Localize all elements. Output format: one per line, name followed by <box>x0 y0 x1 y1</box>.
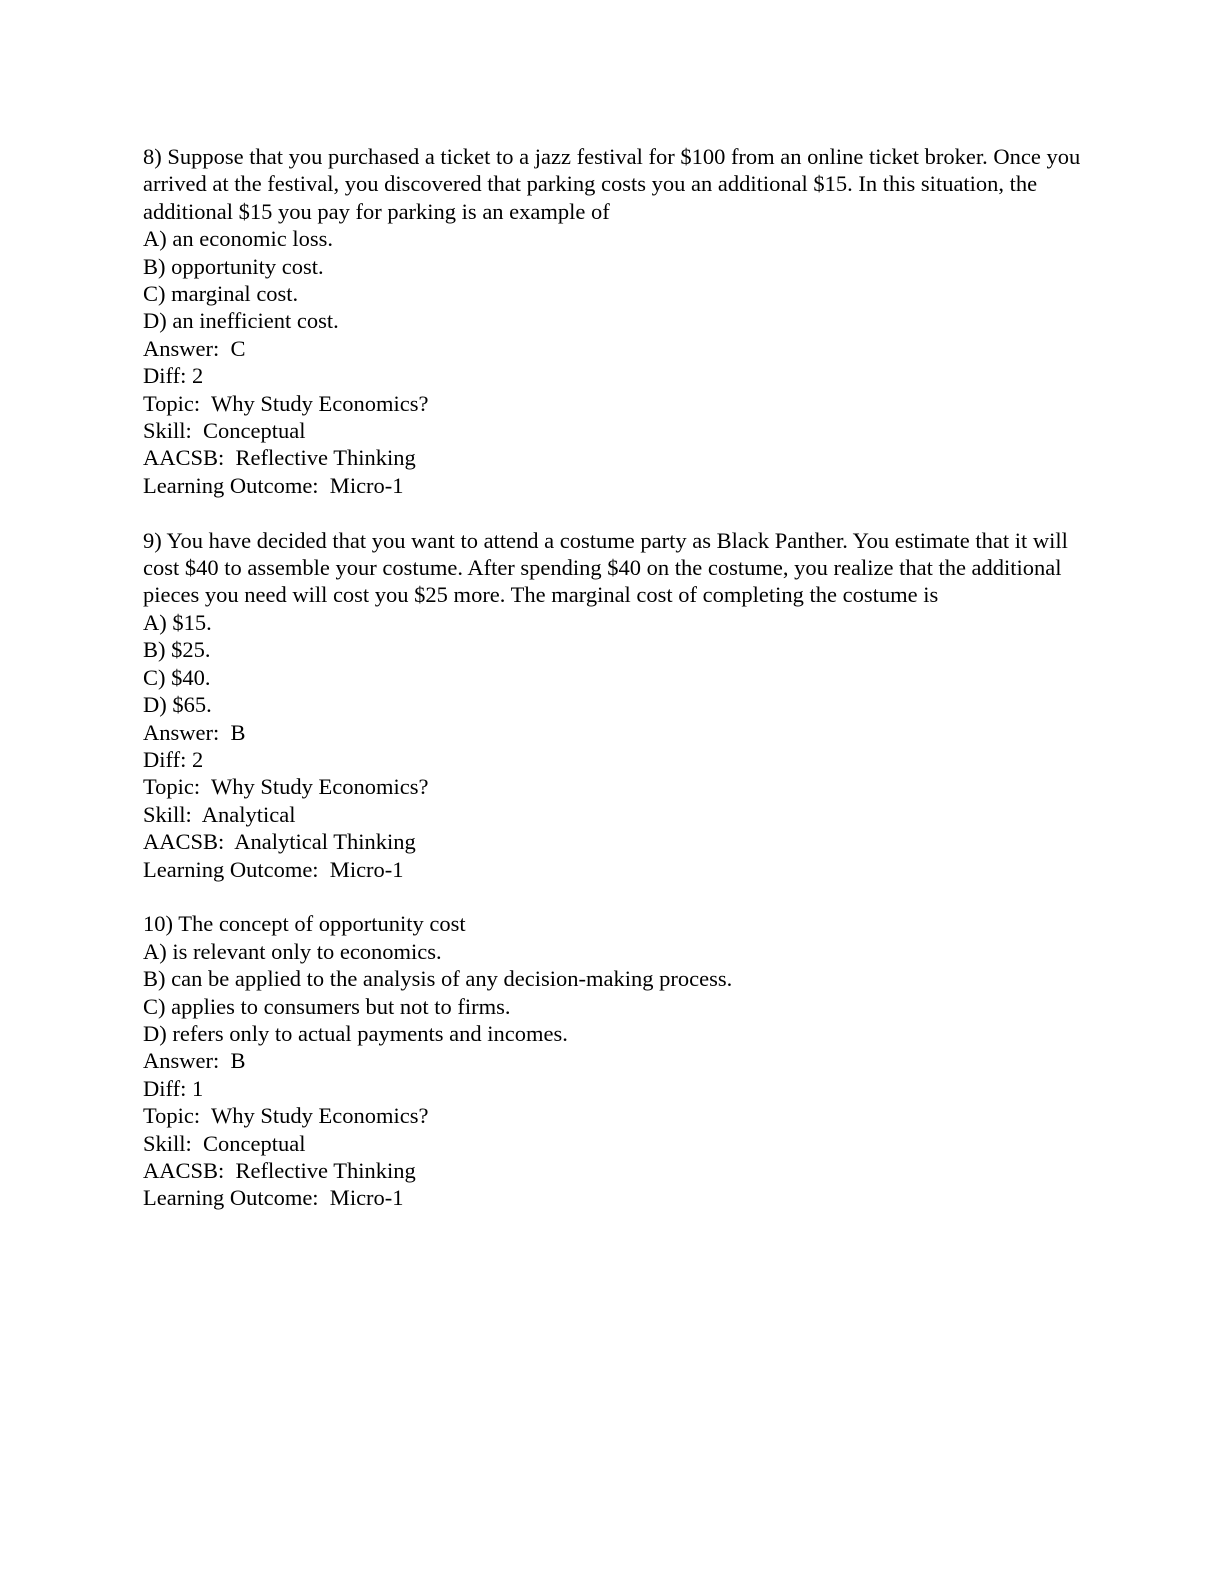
option-c: C) applies to consumers but not to firms. <box>143 993 511 1019</box>
difficulty: Diff: 1 <box>143 1075 204 1101</box>
topic: Topic: Why Study Economics? <box>143 774 429 800</box>
option-b: B) $25. <box>143 637 211 663</box>
learning-outcome: Learning Outcome: Micro-1 <box>143 1185 404 1211</box>
skill: Skill: Conceptual <box>143 418 306 444</box>
option-b: B) opportunity cost. <box>143 253 324 279</box>
answer: Answer: B <box>143 719 246 745</box>
learning-outcome: Learning Outcome: Micro-1 <box>143 856 404 882</box>
aacsb: AACSB: Reflective Thinking <box>143 1158 416 1183</box>
difficulty: Diff: 2 <box>143 746 204 772</box>
question-stem: 10) The concept of opportunity cost <box>143 911 466 937</box>
option-c: C) $40. <box>143 664 211 690</box>
question-9 <box>143 527 1083 883</box>
topic: Topic: Why Study Economics? <box>143 390 429 416</box>
skill: Skill: Analytical <box>143 801 296 827</box>
learning-outcome: Learning Outcome: Micro-1 <box>143 472 404 498</box>
option-b: B) can be applied to the analysis of any decision-making process. <box>143 966 733 992</box>
option-d: D) $65. <box>143 692 212 718</box>
answer: Answer: B <box>143 1048 246 1074</box>
option-d: D) refers only to actual payments and incomes. <box>143 1020 568 1046</box>
option-c: C) marginal cost. <box>143 281 299 307</box>
topic: Topic: Why Study Economics? <box>143 1103 429 1129</box>
option-a: A) $15. <box>143 609 212 635</box>
question-stem: 8) Suppose that you purchased a ticket to a jazz festival for $100 from an online ticket broker. Once you arrived at the festival, you discovered that parking costs you an additional $15. In this situation, the additional $15 you pay for parking is an example of <box>143 144 1081 224</box>
option-a: A) an economic loss. <box>143 226 333 252</box>
difficulty: Diff: 2 <box>143 363 204 389</box>
question-stem: 9) You have decided that you want to attend a costume party as Black Panther. You estimate that it will cost $40 to assemble your costume. After spending $40 on the costume, you realize that the additional pieces you need will cost you $25 more. The marginal cost of completing the costume is <box>143 527 1068 608</box>
question-10 <box>143 910 1083 1211</box>
aacsb: AACSB: Reflective Thinking <box>143 445 416 471</box>
answer: Answer: C <box>143 335 246 361</box>
option-d: D) an inefficient cost. <box>143 308 339 334</box>
aacsb: AACSB: Analytical Thinking <box>143 829 416 855</box>
question-8 <box>143 143 1083 499</box>
document-page <box>143 143 1083 1212</box>
option-a: A) is relevant only to economics. <box>143 938 442 964</box>
skill: Skill: Conceptual <box>143 1130 306 1156</box>
